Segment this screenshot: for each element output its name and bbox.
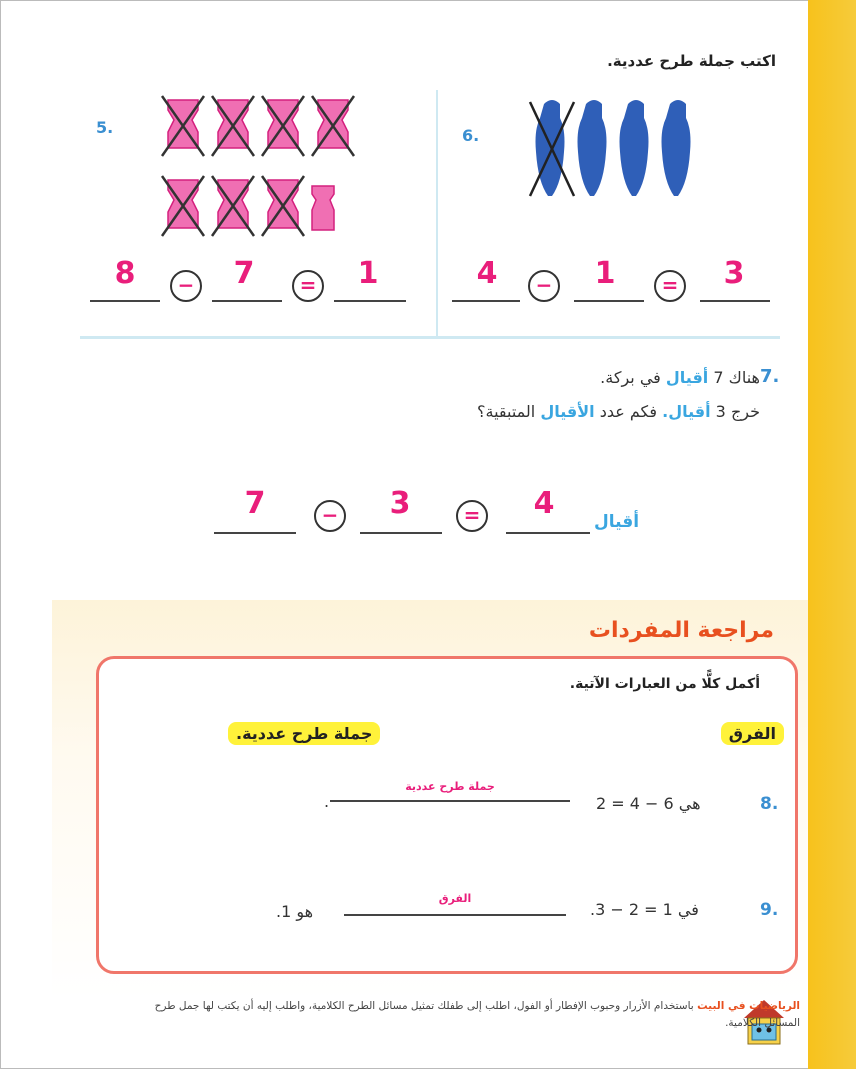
vocab-box [96,656,798,974]
copyright-side-note [24,810,38,1010]
q7-blank-1[interactable] [214,532,296,534]
q9-text: في 1 = 2 − 3. [590,900,699,919]
q5-answer-2[interactable]: 7 [233,256,255,291]
q6-blank-3[interactable] [700,300,770,302]
q7-answer-2[interactable]: 3 [389,486,411,521]
vertical-divider [436,90,438,338]
term-difference: الفرق [721,722,784,745]
q9-blank[interactable] [344,914,566,916]
q8-period: . [324,792,330,811]
bottle-row-2 [162,176,334,236]
q7-minus-circle: − [314,500,346,532]
q7-line-1: هناك 7 أقيال في بركة. [600,368,760,387]
vocab-instruction: أكمل كلًّا من العبارات الآتية. [569,676,760,692]
term-subtraction-sentence: جملة طرح عددية. [228,722,380,745]
q6-answer-2[interactable]: 1 [594,256,616,291]
q6-answer-3[interactable]: 3 [723,256,745,291]
q7-unit-label: أقيال [594,512,640,532]
q5-answer-1[interactable]: 8 [114,256,136,291]
q6-blank-2[interactable] [574,300,644,302]
q6-minus-circle: − [528,270,560,302]
q8-blank[interactable] [330,800,570,802]
q8-text: 2 = 4 − 6 هي [596,794,701,813]
q8-number: 8. [760,794,779,814]
q7-answer-3[interactable]: 4 [533,486,555,521]
q5-blank-1[interactable] [90,300,160,302]
q9-answer[interactable]: الفرق [438,892,472,905]
q6-blank-1[interactable] [452,300,520,302]
q8-answer[interactable]: جملة طرح عددية [405,780,495,793]
q7-blank-2[interactable] [360,532,442,534]
yellow-side-strip [808,0,856,1069]
q5-blank-3[interactable] [334,300,406,302]
q9-suffix: هو 1. [276,902,314,921]
q5-blank-2[interactable] [212,300,282,302]
q7-equals-circle: = [456,500,488,532]
crossed-bottles-image [150,92,370,242]
q7-blank-3[interactable] [506,532,590,534]
instruction: اكتب جملة طرح عددية. [607,52,776,70]
q5-answer-3[interactable]: 1 [357,256,379,291]
q6-answer-1[interactable]: 4 [476,256,498,291]
bottle-row-1 [162,96,354,156]
bowling-pins-image [520,96,710,206]
horizontal-divider [80,336,780,339]
q5-number: 5. [96,118,114,137]
q6-number: 6. [462,126,480,145]
q7-number: 7. [760,366,780,387]
footer-note: الرياضيات في البيت باستخدام الأزرار وحبوب الإفطار أو الفول، اطلب إلى طفلك تمثيل مسائل الطرح الكلامية، واطلب إليه أن يكتب لها جمل طرح المسائل الكلامية. [154,1000,800,1029]
q5-minus-circle: − [170,270,202,302]
q7-line-2: خرج 3 أقيال. فكم عدد الأقيال المتبقية؟ [477,402,760,421]
vocab-title: مراجعة المفردات [588,618,774,643]
q9-number: 9. [760,900,779,920]
q5-equals-circle: = [292,270,324,302]
q6-equals-circle: = [654,270,686,302]
q7-answer-1[interactable]: 7 [244,486,266,521]
